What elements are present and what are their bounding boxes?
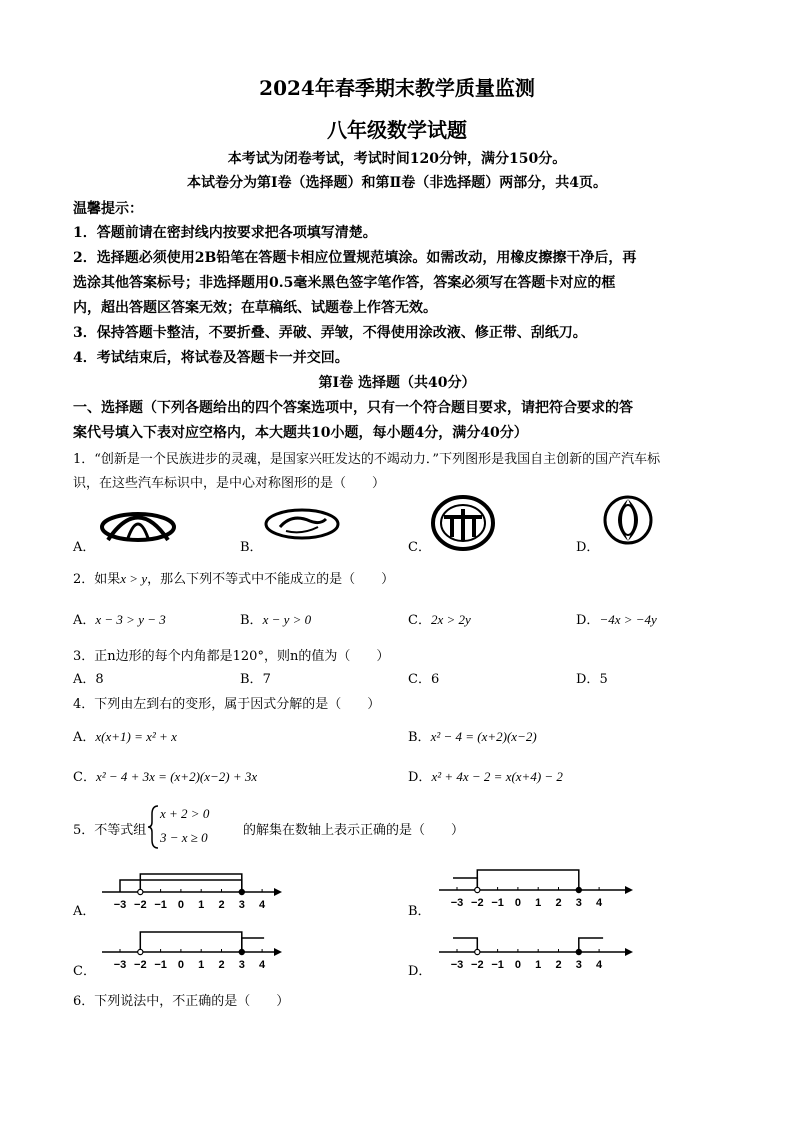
q4-option-c	[73, 766, 257, 785]
q1-option-d-label: D．	[576, 540, 600, 555]
tick-label: 0	[514, 959, 521, 971]
q4-option-c-label: C．	[73, 770, 96, 785]
tick-label: 2	[218, 899, 225, 911]
solution-bracket	[242, 938, 264, 952]
q1-option-b-label: B．	[240, 540, 263, 555]
q2-option-b-expr: x − y > 0	[262, 612, 312, 627]
q3-option-b	[240, 668, 271, 687]
axis-arrow	[625, 886, 633, 894]
solution-bracket	[140, 874, 242, 892]
tick-label: 0	[177, 899, 184, 911]
q5-stem-post: 的解集在数轴上表示正确的是（ ）	[243, 823, 465, 838]
q3-option-b-value: 7	[262, 672, 271, 687]
q1-logo-d-image	[600, 495, 656, 545]
q4-option-b-expr: x² − 4 = (x+2)(x−2)	[430, 729, 537, 744]
q6-stem: 6．下列说法中，不正确的是（ ）	[73, 994, 290, 1009]
q5-option-c-label: C．	[73, 964, 96, 979]
q2-option-c-expr: 2x > 2y	[430, 612, 471, 627]
q5-number-line-b	[435, 866, 635, 914]
q1-logo-c-image	[430, 495, 496, 551]
q2-stem-math: x > y	[120, 571, 148, 586]
q5-system-brace	[148, 804, 160, 850]
q2-stem	[73, 568, 394, 587]
q2-option-a	[73, 609, 166, 628]
q5-option-a-label: A．	[73, 904, 96, 919]
closed-endpoint	[576, 949, 581, 954]
q5-number-line-c	[98, 928, 284, 976]
q1-logo-b-image	[262, 505, 342, 543]
open-endpoint	[475, 949, 480, 954]
section1-instructions-line2: 案代号填入下表对应空格内，本大题共10小题，每小题4分，满分40分）	[73, 425, 528, 441]
q3-option-a	[73, 668, 104, 687]
tick-label: 4	[596, 897, 603, 909]
q2-option-d-label: D．	[576, 613, 600, 628]
q1-option-a-label: A．	[73, 540, 96, 555]
q3-option-b-label: B．	[240, 672, 263, 687]
q5-system-line2: 3 − x ≥ 0	[160, 830, 208, 845]
q4-option-a	[73, 726, 177, 745]
tick-label: −2	[471, 959, 484, 971]
q3-option-a-value: 8	[95, 672, 104, 687]
q1-option-c-label: C．	[408, 540, 431, 555]
tips-heading: 温馨提示：	[73, 201, 143, 217]
q3-option-d	[576, 668, 608, 687]
tick-label: −1	[154, 959, 167, 971]
q2-option-d-expr: −4x > −4y	[599, 612, 657, 627]
q4-option-b	[408, 726, 537, 745]
closed-endpoint	[239, 949, 244, 954]
section1-instructions-line1: 一、选择题（下列各题给出的四个答案选项中，只有一个符合题目要求，请把符合要求的答	[73, 400, 633, 416]
q3-option-d-label: D．	[576, 672, 600, 687]
tick-label: 0	[177, 959, 184, 971]
tick-label: 2	[555, 897, 562, 909]
tick-label: 3	[238, 899, 245, 911]
tick-label: 4	[259, 899, 266, 911]
q2-option-b-label: B．	[240, 613, 263, 628]
tick-label: 4	[259, 959, 266, 971]
tips-item-2-line1: 2．选择题必须使用2B铅笔在答题卡相应位置规范填涂。如需改动，用橡皮擦擦干净后，再	[73, 250, 637, 266]
q4-option-d-expr: x² + 4x − 2 = x(x+4) − 2	[431, 769, 563, 784]
q2-option-c	[408, 609, 471, 628]
q4-option-d-label: D．	[408, 770, 432, 785]
q1-stem-line1: 1．“创新是一个民族进步的灵魂，是国家兴旺发达的不竭动力．”下列图形是我国自主创新的国产汽车标	[73, 452, 661, 467]
q2-option-d	[576, 609, 657, 628]
tick-label: 1	[198, 899, 205, 911]
q4-option-a-expr: x(x+1) = x² + x	[95, 729, 177, 744]
q2-stem-pre: 2．如果	[73, 572, 121, 587]
section1-heading: 第Ⅰ卷 选择题（共40分）	[318, 375, 476, 391]
open-endpoint	[138, 889, 143, 894]
tips-item-3: 3．保持答题卡整洁，不要折叠、弄破、弄皱，不得使用涂改液、修正带、刮纸刀。	[73, 325, 587, 341]
open-endpoint	[475, 887, 480, 892]
q5-option-d-label: D．	[408, 964, 432, 979]
q2-stem-post: ，那么下列不等式中不能成立的是（ ）	[147, 572, 395, 587]
closed-endpoint	[239, 889, 244, 894]
q4-option-d	[408, 766, 563, 785]
solution-bracket	[140, 932, 242, 952]
q3-option-c-value: 6	[430, 672, 440, 687]
q5-number-line-a	[98, 868, 284, 916]
q3-option-c-label: C．	[408, 672, 431, 687]
axis-arrow	[625, 948, 633, 956]
q5-option-b-label: B．	[408, 904, 431, 919]
q4-option-a-label: A．	[73, 730, 96, 745]
q2-option-b	[240, 609, 311, 628]
tips-item-1: 1．答题前请在密封线内按要求把各项填写清楚。	[73, 225, 377, 241]
tick-label: −3	[450, 959, 464, 971]
exam-subtitle: 八年级数学试题	[327, 118, 467, 142]
q5-system-line1: x + 2 > 0	[160, 806, 210, 821]
q3-stem: 3．正n边形的每个内角都是120°，则n的值为（ ）	[73, 649, 390, 664]
q2-option-c-label: C．	[408, 613, 431, 628]
q1-stem-line2: 识，在这些汽车标识中，是中心对称图形的是（ ）	[73, 476, 386, 491]
exam-info-line2: 本试卷分为第Ⅰ卷（选择题）和第Ⅱ卷（非选择题）两部分，共4页。	[186, 175, 608, 191]
q2-option-a-expr: x − 3 > y − 3	[95, 612, 166, 627]
tick-label: 3	[575, 959, 582, 971]
exam-info-line1: 本考试为闭卷考试，考试时间120分钟，满分150分。	[227, 151, 567, 167]
tick-label: 4	[596, 959, 603, 971]
tick-label: −3	[113, 899, 127, 911]
tick-label: −2	[471, 897, 484, 909]
q2-option-a-label: A．	[73, 613, 96, 628]
tick-label: 1	[535, 959, 542, 971]
tick-label: −1	[491, 897, 504, 909]
q4-option-b-label: B．	[408, 730, 431, 745]
q5-stem-pre: 5．不等式组	[73, 823, 147, 838]
exam-title: 2024年春季期末教学质量监测	[259, 76, 535, 100]
q4-stem: 4．下列由左到右的变形，属于因式分解的是（ ）	[73, 697, 381, 712]
tick-label: 0	[514, 897, 521, 909]
tick-label: 2	[555, 959, 562, 971]
tick-label: 1	[198, 959, 205, 971]
tick-label: −3	[113, 959, 127, 971]
tick-label: −2	[134, 959, 147, 971]
tick-label: −3	[450, 897, 464, 909]
q3-option-c	[408, 668, 439, 687]
q3-option-d-value: 5	[599, 672, 608, 687]
tick-label: 1	[535, 897, 542, 909]
closed-endpoint	[576, 887, 581, 892]
axis-arrow	[274, 888, 282, 896]
q3-option-a-label: A．	[73, 672, 96, 687]
solution-bracket	[477, 870, 579, 890]
q4-option-c-expr: x² − 4 + 3x = (x+2)(x−2) + 3x	[95, 769, 258, 784]
axis-arrow	[274, 948, 282, 956]
tips-item-2-line2: 选涂其他答案标号；非选择题用0.5毫米黑色签字笔作答，答案必须写在答题卡对应的框	[73, 275, 616, 291]
tips-item-4: 4．考试结束后，将试卷及答题卡一并交回。	[73, 350, 349, 366]
open-endpoint	[138, 949, 143, 954]
tick-label: −1	[491, 959, 504, 971]
q1-logo-a-image	[98, 500, 178, 550]
tick-label: −2	[134, 899, 147, 911]
tick-label: 2	[218, 959, 225, 971]
tick-label: 3	[238, 959, 245, 971]
tick-label: 3	[575, 897, 582, 909]
q5-number-line-d	[435, 928, 635, 976]
tips-item-2-line3: 内，超出答题区答案无效；在草稿纸、试题卷上作答无效。	[73, 300, 437, 316]
tick-label: −1	[154, 899, 167, 911]
